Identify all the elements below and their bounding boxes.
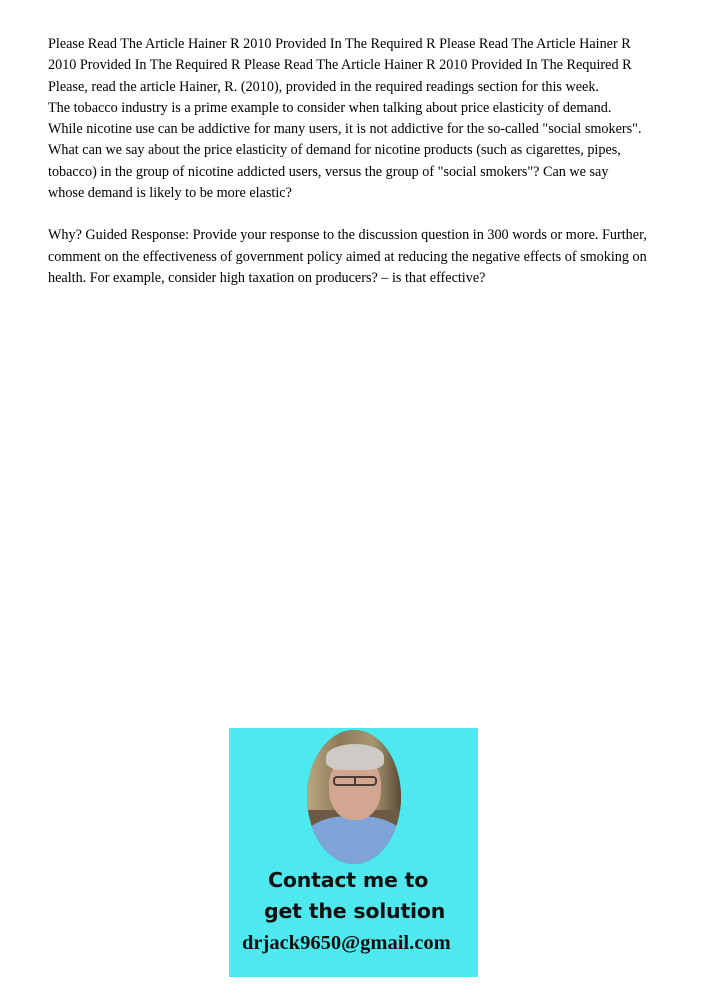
promo-headline-line2: get the solution: [264, 899, 446, 923]
contact-promo-banner: [229, 728, 478, 977]
instruction-paragraph: Please, read the article Hainer, R. (2010), provided in the required readings section for this week.: [48, 78, 599, 95]
question-paragraph: The tobacco industry is a prime example to consider when talking about price elasticity of demand. While nicotine use can be addictive for many users, it is not addictive for the so-called "social smokers". What can we say about the price elasticity of demand for nicotine products (such as cigarettes, pipes, tobacco) in the group of nicotine addicted users, versus the group of "social smokers"? Can we say whose demand is likely to be more elastic?: [48, 99, 642, 202]
person-portrait-icon: [307, 730, 401, 864]
guided-response-paragraph: Why? Guided Response: Provide your response to the discussion question in 300 words or more. Further, comment on the effectiveness of government policy aimed at reducing the negative effects of smoking on health. For example, consider high taxation on producers? – is that effective?: [48, 227, 647, 286]
promo-headline-line1: Contact me to: [268, 868, 429, 892]
contact-email: drjack9650@gmail.com: [242, 932, 451, 954]
paragraph-spacer: [48, 204, 648, 225]
intro-paragraph: Please Read The Article Hainer R 2010 Provided In The Required R Please Read The Article Hainer R 2010 Provided In The Required R Please Read The Article Hainer R 2010 Provided In The Required R: [48, 36, 632, 74]
document-body: [48, 34, 648, 289]
